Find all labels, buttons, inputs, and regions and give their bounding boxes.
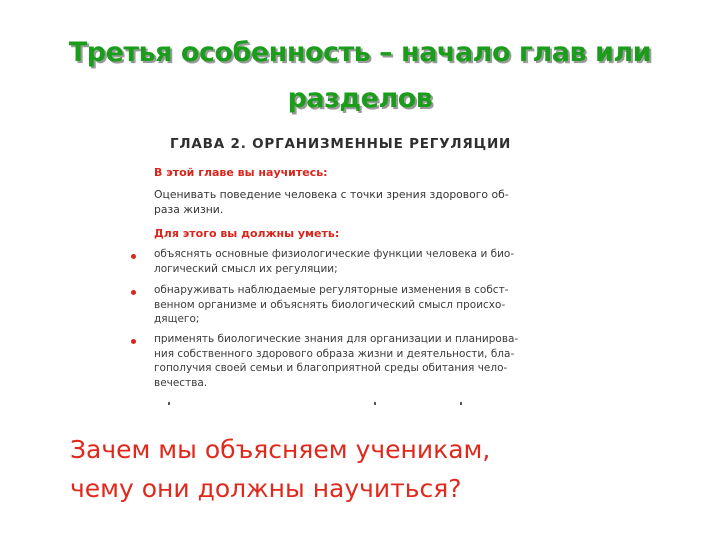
bullet-item bbox=[154, 283, 554, 327]
bullet-line: логический смысл их регуляции; bbox=[154, 262, 338, 275]
bullet-line: дящего; bbox=[154, 313, 200, 325]
bullet-marker-icon bbox=[131, 290, 136, 295]
bullet-line: венном организме и объяснять биологический смысл происхо- bbox=[154, 298, 506, 311]
bullet-line: объяснять основные физиологические функции человека и био- bbox=[154, 248, 515, 260]
bullet-line: применять биологические знания для организации и планирова- bbox=[154, 333, 519, 345]
bullet-line: ния собственного здорового образа жизни и деятельности, бла- bbox=[154, 347, 515, 360]
slide-title bbox=[0, 30, 720, 122]
bullet-line: вечества. bbox=[154, 376, 208, 389]
skills-heading: Для этого вы должны уметь: bbox=[154, 227, 340, 240]
textbook-page-image bbox=[130, 130, 570, 410]
scan-artifact-marks bbox=[168, 402, 468, 406]
bullet-item bbox=[154, 332, 554, 390]
question-line-1: Зачем мы объясняем ученикам, bbox=[70, 435, 491, 464]
slide-title-line-2: разделов bbox=[287, 83, 433, 114]
question-text bbox=[70, 430, 650, 508]
bullet-item bbox=[154, 247, 554, 276]
bullet-line: гополучия своей семьи и благоприятной среды обитания чело- bbox=[154, 362, 508, 374]
bullet-marker-icon bbox=[131, 254, 136, 259]
learn-text-line-2: раза жизни. bbox=[154, 203, 224, 216]
chapter-heading: ГЛАВА 2. ОРГАНИЗМЕННЫЕ РЕГУЛЯЦИИ bbox=[170, 136, 512, 152]
question-line-2: чему они должны научиться? bbox=[70, 474, 462, 503]
bullet-line: обнаруживать наблюдаемые регуляторные изменения в собст- bbox=[154, 284, 509, 296]
slide-title-line-1: Третья особенность – начало глав или bbox=[68, 37, 652, 68]
learn-text-line-1: Оценивать поведение человека с точки зрения здорового об- bbox=[154, 188, 509, 201]
bullet-marker-icon bbox=[131, 339, 136, 344]
learn-heading: В этой главе вы научитесь: bbox=[154, 166, 328, 179]
learn-text bbox=[154, 187, 554, 217]
